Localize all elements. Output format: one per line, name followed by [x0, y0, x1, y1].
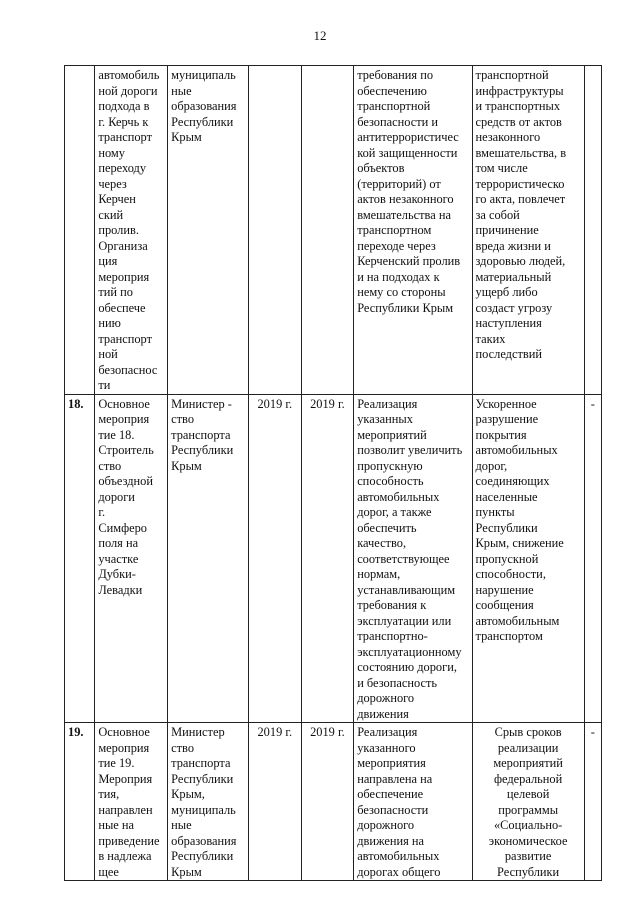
start-date-cell: 2019 г.: [249, 394, 302, 723]
executor-cell: [168, 394, 249, 723]
cell-text-line: переходу: [98, 161, 147, 175]
cell-text-line: том числе: [475, 161, 528, 175]
cell-text-line: переходе через: [357, 238, 436, 253]
cell-text-line: Реализация: [357, 396, 418, 411]
cell-text-line: Крым,: [171, 787, 205, 801]
cell-text-line: наступления: [475, 316, 542, 330]
cell-text-line: муниципаль: [171, 68, 236, 82]
cell-text-line: транспортом: [475, 629, 543, 643]
cell-text-line: го акта, повлечет: [475, 192, 566, 206]
cell-text-line: мероприятия: [357, 756, 426, 770]
cell-text-line: требования по: [357, 68, 434, 82]
cell-text-line: Срыв сроков: [494, 725, 562, 739]
cell-text-line: террористическо: [475, 176, 565, 191]
cell-text-line: и безопасность: [357, 675, 438, 690]
measure-name-cell: [95, 394, 168, 723]
cell-text-line: муниципаль: [171, 802, 236, 817]
end-date-cell: 2019 г.: [301, 394, 354, 723]
executor-cell: [168, 66, 249, 395]
cell-text-line: Крым, снижение: [475, 536, 564, 550]
cell-text-line: Крым: [171, 864, 202, 879]
cell-text-line: ные на: [98, 818, 135, 832]
cell-text-line: дорожного: [357, 818, 415, 832]
cell-text-line: целевой: [506, 787, 550, 801]
cell-text-line: качество,: [357, 536, 407, 550]
expected-result-cell: [354, 66, 472, 395]
cell-text-line: г. Керчь к: [98, 114, 149, 129]
cell-text-line: в надлежа: [98, 849, 152, 863]
cell-text-line: кой защищенности: [357, 145, 458, 160]
measure-name-cell: [95, 723, 168, 881]
cell-text-line: эксплуатации или: [357, 613, 452, 628]
cell-text-line: транспорта: [171, 756, 231, 770]
cell-text-line: ция: [98, 254, 118, 268]
cell-text-line: способность: [357, 474, 424, 488]
cell-text-line: Керчен: [98, 192, 136, 206]
cell-text-line: участке: [98, 551, 139, 566]
cell-text-line: Дубки-: [98, 567, 136, 581]
cell-text-line: приведение: [98, 833, 160, 848]
row-number-cell: 19.: [65, 723, 95, 881]
cell-text-line: безопасности: [357, 802, 429, 817]
cell-text-line: указанного: [357, 740, 416, 755]
cell-text-line: дорожного: [357, 691, 415, 705]
cell-text-line: транспортно-: [357, 629, 428, 643]
cell-text-line: за собой: [475, 207, 520, 222]
cell-text-line: автомобильных: [475, 443, 558, 457]
cell-text-line: тия,: [98, 787, 120, 801]
cell-text-line: Строитель: [98, 443, 154, 457]
consequences-cell: [472, 66, 584, 395]
cell-text-line: автомобиль: [98, 68, 160, 82]
cell-text-line: программы: [498, 802, 559, 817]
cell-text-line: указанных: [357, 412, 413, 426]
cell-text-line: безопасности и: [357, 114, 439, 129]
cell-text-line: «Социально-: [493, 818, 563, 832]
cell-text-line: ные: [171, 818, 192, 832]
cell-text-line: соответствующее: [357, 551, 450, 566]
cell-text-line: актов незаконного: [357, 192, 454, 206]
cell-text-line: (территорий) от: [357, 176, 441, 191]
cell-text-line: транспорт: [98, 130, 152, 144]
cell-text-line: способности,: [475, 567, 546, 581]
cell-text-line: тие 18.: [98, 427, 135, 442]
row-number-cell: [65, 66, 95, 395]
expected-result-cell: [354, 723, 472, 881]
cell-text-line: ство: [98, 458, 122, 473]
cell-text-line: ной дороги: [98, 83, 158, 98]
consequences-cell: [472, 723, 584, 881]
cell-text-line: нию: [98, 316, 121, 330]
start-date-cell: 2019 г.: [249, 723, 302, 881]
cell-text-line: ский: [98, 207, 124, 222]
cell-text-line: эксплуатационному: [357, 644, 462, 659]
cell-text-line: развитие: [504, 849, 552, 863]
cell-text-line: пропускную: [357, 458, 423, 473]
cell-text-line: Республики: [497, 864, 560, 879]
cell-text-line: г.: [98, 505, 106, 519]
cell-text-line: Республики: [171, 443, 234, 457]
cell-text-line: мероприятий: [357, 427, 427, 442]
cell-text-line: щее: [98, 864, 119, 879]
cell-text-line: и транспортных: [475, 99, 561, 113]
cell-text-line: незаконного: [475, 130, 541, 144]
cell-text-line: дорог,: [475, 458, 508, 473]
cell-text-line: автомобильных: [357, 849, 440, 863]
cell-text-line: требования к: [357, 598, 427, 612]
cell-text-line: Республики: [475, 520, 538, 535]
cell-text-line: дорог, а также: [357, 505, 432, 519]
cell-text-line: тие 19.: [98, 756, 135, 770]
cell-text-line: ство: [171, 740, 195, 755]
cell-text-line: пропускной: [475, 551, 539, 566]
cell-text-line: ной: [98, 347, 118, 361]
cell-text-line: транспорта: [171, 427, 231, 442]
cell-text-line: нему со стороны: [357, 285, 446, 299]
cell-text-line: автомобильным: [475, 613, 560, 628]
table-row: [65, 394, 602, 723]
cell-text-line: обеспече: [98, 300, 146, 315]
cell-text-line: соединяющих: [475, 474, 550, 488]
link-cell: -: [584, 723, 601, 881]
cell-text-line: вреда жизни и: [475, 238, 551, 253]
cell-text-line: Симферо: [98, 520, 147, 535]
cell-text-line: инфраструктуры: [475, 83, 564, 98]
cell-text-line: населенные: [475, 489, 538, 504]
cell-text-line: реализации: [497, 740, 559, 755]
cell-text-line: тий по: [98, 285, 133, 299]
cell-text-line: последствий: [475, 347, 542, 361]
cell-text-line: ство: [171, 412, 195, 426]
cell-text-line: движения: [357, 706, 409, 721]
cell-text-line: дорогах общего: [357, 864, 441, 879]
cell-text-line: мероприятий: [493, 756, 563, 770]
cell-text-line: антитеррористичес: [357, 130, 459, 144]
cell-text-line: мероприя: [98, 269, 150, 284]
cell-text-line: Министер: [171, 725, 225, 739]
cell-text-line: безопаснос: [98, 362, 158, 377]
cell-text-line: Левадки: [98, 582, 143, 597]
cell-text-line: поля на: [98, 536, 139, 550]
cell-text-line: дороги: [98, 489, 135, 504]
cell-text-line: Республики: [171, 771, 234, 786]
cell-text-line: Керченский пролив: [357, 254, 461, 268]
cell-text-line: здоровью людей,: [475, 254, 566, 268]
cell-text-line: обеспечению: [357, 83, 427, 98]
cell-text-line: нормам,: [357, 567, 401, 581]
cell-text-line: причинение: [475, 223, 539, 237]
link-cell: -: [584, 394, 601, 723]
cell-text-line: вмешательства, в: [475, 145, 567, 160]
cell-text-line: Республики: [171, 114, 234, 129]
cell-text-line: Реализация: [357, 725, 418, 739]
cell-text-line: материальный: [475, 269, 552, 284]
cell-text-line: направлен: [98, 802, 153, 817]
cell-text-line: пункты: [475, 505, 515, 519]
cell-text-line: объездной: [98, 474, 154, 488]
cell-text-line: позволит увеличить: [357, 443, 463, 457]
cell-text-line: устанавливающим: [357, 582, 456, 597]
cell-text-line: средств от актов: [475, 114, 562, 129]
cell-text-line: федеральной: [493, 771, 563, 786]
cell-text-line: обеспечить: [357, 520, 417, 535]
cell-text-line: движения на: [357, 833, 425, 848]
cell-text-line: обеспечение: [357, 787, 424, 801]
cell-text-line: транспортном: [357, 223, 432, 237]
start-date-cell: [249, 66, 302, 395]
end-date-cell: [301, 66, 354, 395]
row-number-cell: 18.: [65, 394, 95, 723]
executor-cell: [168, 723, 249, 881]
cell-text-line: направлена на: [357, 771, 433, 786]
cell-text-line: Организа: [98, 238, 148, 253]
cell-text-line: нарушение: [475, 582, 534, 597]
cell-text-line: состоянию дороги,: [357, 660, 457, 674]
cell-text-line: Крым: [171, 130, 202, 144]
cell-text-line: Республики Крым: [357, 300, 454, 315]
cell-text-line: образования: [171, 833, 237, 848]
cell-text-line: через: [98, 176, 127, 191]
cell-text-line: ущерб либо: [475, 285, 538, 299]
cell-text-line: Ускоренное: [475, 396, 537, 411]
cell-text-line: ные: [171, 83, 192, 98]
table-row: [65, 723, 602, 881]
cell-text-line: сообщения: [475, 598, 534, 612]
cell-text-line: Министер -: [171, 396, 232, 411]
cell-text-line: покрытия: [475, 427, 527, 442]
cell-text-line: транспортной: [357, 99, 431, 113]
cell-text-line: образования: [171, 99, 237, 113]
end-date-cell: 2019 г.: [301, 723, 354, 881]
cell-text-line: мероприя: [98, 740, 150, 755]
cell-text-line: Республики: [171, 849, 234, 863]
cell-text-line: подхода в: [98, 99, 150, 113]
cell-text-line: Мероприя: [98, 771, 153, 786]
table-row: [65, 66, 602, 395]
link-cell: [584, 66, 601, 395]
cell-text-line: вмешательства на: [357, 207, 451, 222]
cell-text-line: объектов: [357, 161, 405, 175]
measures-table: [64, 65, 602, 881]
cell-text-line: ному: [98, 145, 125, 160]
page-number: 12: [313, 28, 327, 43]
cell-text-line: разрушение: [475, 412, 539, 426]
cell-text-line: ти: [98, 378, 111, 392]
cell-text-line: и на подходах к: [357, 269, 440, 284]
cell-text-line: транспортной: [475, 68, 549, 82]
cell-text-line: транспорт: [98, 331, 152, 346]
cell-text-line: таких: [475, 331, 506, 346]
measure-name-cell: [95, 66, 168, 395]
cell-text-line: Крым: [171, 458, 202, 473]
cell-text-line: автомобильных: [357, 489, 440, 504]
cell-text-line: пролив.: [98, 223, 139, 237]
cell-text-line: экономическое: [488, 833, 568, 848]
consequences-cell: [472, 394, 584, 723]
cell-text-line: Основное: [98, 396, 150, 411]
cell-text-line: Основное: [98, 725, 150, 739]
expected-result-cell: [354, 394, 472, 723]
cell-text-line: создаст угрозу: [475, 300, 553, 315]
cell-text-line: мероприя: [98, 412, 150, 426]
